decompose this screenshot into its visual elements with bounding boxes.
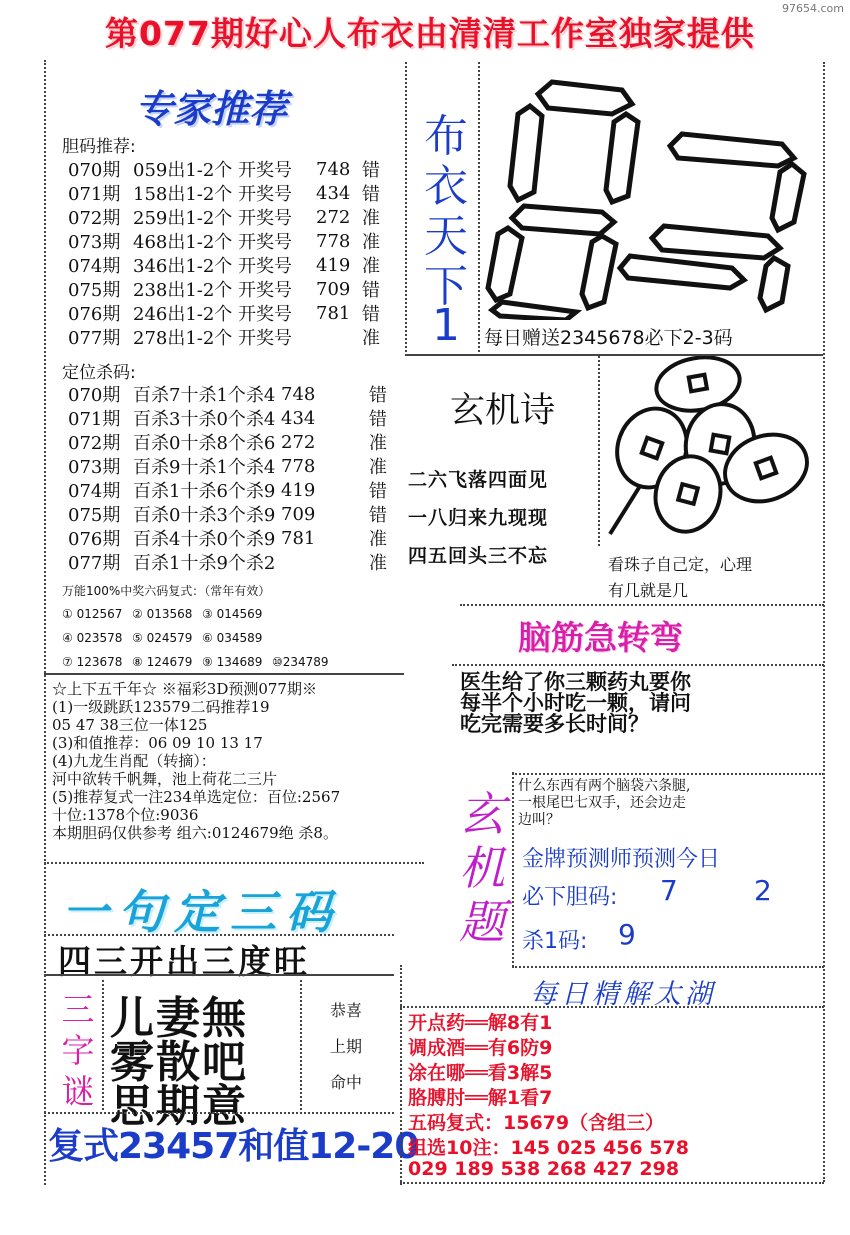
combo-row — [62, 650, 342, 674]
san-zi-mi-label: 三 字 谜 — [61, 990, 95, 1111]
three-char-riddle: 儿妻無 雾散吧 思期意 — [110, 993, 248, 1132]
period-cell: 070期 — [68, 385, 121, 406]
draw-label-cell: 开奖号 — [238, 280, 292, 301]
period-cell: 071期 — [68, 184, 121, 205]
kill-one-label: 杀1码: — [522, 929, 588, 954]
must-label: 必下胆码: — [522, 885, 618, 910]
number-cell: 419 — [281, 479, 316, 501]
divider-gold — [512, 966, 824, 968]
pick-cell: 百杀3十杀0个杀4 — [133, 409, 276, 430]
combo-label: 万能100%中奖六码复式：（常年有效） — [62, 584, 271, 598]
result-cell: 准 — [362, 256, 380, 277]
number-cell: 781 — [281, 527, 316, 549]
segment — [512, 206, 614, 234]
table-row — [68, 406, 387, 430]
table-row — [68, 478, 387, 502]
result-cell: 准 — [362, 208, 380, 229]
brain-question: 医生给了你三颗药丸要你 每半个小时吃一颗，请问 吃完需要多长时间？ — [460, 670, 691, 736]
draw-label-cell: 开奖号 — [238, 328, 292, 349]
number-cell: 419 — [316, 254, 351, 276]
period-cell: 070期 — [68, 160, 121, 181]
pick-cell: 259出1-2个 — [133, 208, 233, 229]
poem-lines: 二六飞落四面见 一八归来九现现 四五回头三不忘 — [408, 469, 549, 567]
period-cell: 077期 — [68, 328, 121, 349]
table-row — [68, 181, 380, 205]
result-cell: 错 — [362, 280, 380, 301]
coins-caption: 看珠子自己定，心理 有几就是几 — [608, 555, 753, 600]
draw-label-cell: 开奖号 — [238, 160, 292, 181]
must-num-1: 7 — [660, 874, 678, 907]
combo-item: ⑧ 124679 — [132, 655, 193, 669]
period-cell: 072期 — [68, 208, 121, 229]
divider-riddle-left — [102, 980, 104, 1110]
combo-item: ⑤ 024579 — [132, 631, 193, 645]
divider-fushi — [44, 1112, 394, 1114]
period-cell: 071期 — [68, 409, 121, 430]
forecast-line: (1)一级跳跃123579二码推荐19 — [52, 698, 270, 716]
table-row — [68, 526, 387, 550]
kill-table — [68, 382, 387, 574]
poem-heading: 玄机诗 — [450, 391, 556, 431]
coin-hole — [678, 484, 698, 504]
result-cell: 准 — [369, 553, 387, 574]
dan-label: 胆码推荐: — [62, 137, 136, 157]
period-cell: 072期 — [68, 433, 121, 454]
dan-table — [68, 157, 380, 349]
segment — [772, 164, 804, 230]
combo-item: ③ 014569 — [202, 607, 263, 621]
divider-riddle-right — [300, 980, 302, 1110]
buyi-divider — [478, 62, 480, 356]
coin-hole — [711, 435, 730, 454]
divider-phrase-bottom — [44, 974, 394, 976]
left-border — [44, 60, 46, 1185]
combo-item: ⑩234789 — [272, 655, 329, 669]
pick-cell: 468出1-2个 — [133, 232, 233, 253]
forecast-line: (5)推荐复式一注234单选定位：百位:2567 — [52, 788, 341, 806]
draw-label-cell: 开奖号 — [238, 208, 292, 229]
kill-label: 定位杀码: — [62, 363, 136, 383]
number-cell: 781 — [316, 302, 351, 324]
col-divider-bottom — [400, 965, 402, 1185]
result-cell: 准 — [362, 328, 380, 349]
divider-brain — [452, 664, 824, 666]
pick-cell: 百杀1十杀6个杀9 — [133, 481, 276, 502]
draw-label-cell: 开奖号 — [238, 304, 292, 325]
one-sentence-heading: 一句定三码 — [62, 885, 342, 939]
number-cell: 748 — [316, 158, 351, 180]
segment — [492, 302, 576, 320]
divider-forecast — [44, 862, 424, 864]
segment — [760, 258, 788, 310]
animal-riddle: 什么东西有两个脑袋六条腿, 一根尾巴七双手，还会边走 边叫？ — [518, 778, 691, 828]
taihu-heading: 每日精解太湖 — [530, 979, 716, 1010]
period-cell: 076期 — [68, 529, 121, 550]
table-row — [68, 454, 387, 478]
daily-gift: 每日赠送2345678必下2-3码 — [484, 327, 733, 349]
segment — [670, 134, 794, 166]
period-cell: 075期 — [68, 280, 121, 301]
col-divider-top — [405, 62, 407, 352]
period-cell: 075期 — [68, 505, 121, 526]
taihu-lines: 开点药══解8有1 调成酒══有6防9 涂在哪══看3解5 胳膊肘══解1看7 五码复式：15679（含组三） 组选10注：145 025 456 578 029 189 538 268 427 298 — [408, 1012, 689, 1180]
forecast-line: 本期胆码仅供参考 组六:0124679绝 杀8。 — [52, 824, 338, 842]
segment — [488, 228, 522, 300]
result-cell: 错 — [362, 304, 380, 325]
pick-cell: 百杀0十杀8个杀6 — [133, 433, 276, 454]
table-row — [68, 550, 387, 574]
segment — [582, 236, 616, 308]
right-border — [823, 62, 825, 1182]
table-row — [68, 382, 387, 406]
forecast-line: 05 47 38三位一体125 — [52, 716, 208, 734]
segment — [538, 82, 632, 114]
result-cell: 错 — [362, 160, 380, 181]
draw-label-cell: 开奖号 — [238, 256, 292, 277]
pick-cell: 059出1-2个 — [133, 160, 233, 181]
table-row — [68, 229, 380, 253]
pick-cell: 346出1-2个 — [133, 256, 233, 277]
result-cell: 准 — [369, 433, 387, 454]
forecast-block — [52, 680, 340, 842]
number-cell: 778 — [281, 455, 316, 477]
must-num-2: 2 — [754, 874, 772, 907]
pick-cell: 238出1-2个 — [133, 280, 233, 301]
combo-item: ① 012567 — [62, 607, 123, 621]
combo-item: ② 013568 — [132, 607, 193, 621]
number-cell: 709 — [281, 503, 316, 525]
divider-expert — [44, 673, 404, 675]
gold-forecast: 金牌预测师预测今日 — [522, 847, 721, 872]
segment — [606, 114, 638, 202]
draw-label-cell: 开奖号 — [238, 184, 292, 205]
number-cell: 272 — [316, 206, 351, 228]
coin-hole — [756, 458, 777, 479]
segment — [620, 256, 744, 288]
coins-graphic — [600, 356, 822, 546]
combo-list — [62, 602, 342, 674]
digits-83-graphic — [482, 62, 822, 320]
forecast-line: 河中欲转千帆舞，池上荷花二三片 — [52, 770, 278, 788]
pick-cell: 百杀9十杀1个杀4 — [133, 457, 276, 478]
period-cell: 077期 — [68, 553, 121, 574]
result-cell: 错 — [369, 409, 387, 430]
xuanji-ti-divider — [512, 772, 514, 967]
forecast-line: (3)和值推荐：06 09 10 13 17 — [52, 734, 263, 752]
divider-riddle-top — [512, 773, 824, 775]
number-cell: 778 — [316, 230, 351, 252]
pick-cell: 百杀1十杀9个杀2 — [133, 553, 276, 574]
draw-label-cell: 开奖号 — [238, 232, 292, 253]
kill-one-num: 9 — [618, 918, 636, 951]
forecast-line: 十位:1378个位:9036 — [52, 806, 199, 824]
result-cell: 准 — [362, 232, 380, 253]
page-title: 第077期好心人布衣由清清工作室独家提供 — [105, 14, 755, 53]
result-cell: 错 — [369, 385, 387, 406]
period-cell: 074期 — [68, 256, 121, 277]
segment — [652, 226, 780, 258]
divider-coins — [460, 604, 824, 606]
coin-hole — [642, 438, 663, 459]
period-cell: 073期 — [68, 457, 121, 478]
table-row — [68, 277, 380, 301]
result-cell: 准 — [369, 457, 387, 478]
congrats-block: 恭喜 上期 命中 — [329, 1001, 362, 1092]
segment — [510, 106, 542, 200]
combo-item: ④ 023578 — [62, 631, 123, 645]
one-sentence-phrase: 四三开出三度旺 — [58, 942, 310, 981]
combo-row — [62, 626, 342, 650]
number-cell: 748 — [281, 383, 316, 405]
table-row — [68, 205, 380, 229]
pick-cell: 158出1-2个 — [133, 184, 233, 205]
pick-cell: 百杀0十杀3个杀9 — [133, 505, 276, 526]
brain-heading: 脑筋急转弯 — [518, 618, 683, 657]
period-cell: 076期 — [68, 304, 121, 325]
period-cell: 073期 — [68, 232, 121, 253]
pick-cell: 百杀7十杀1个杀4 — [133, 385, 276, 406]
table-row — [68, 502, 387, 526]
table-row — [68, 157, 380, 181]
watermark: 97654.com — [782, 2, 844, 15]
period-cell: 074期 — [68, 481, 121, 502]
table-row — [68, 301, 380, 325]
number-cell: 434 — [281, 407, 316, 429]
pick-cell: 246出1-2个 — [133, 304, 233, 325]
combo-row — [62, 602, 342, 626]
combo-item: ⑦ 123678 — [62, 655, 123, 669]
combo-item: ⑥ 034589 — [202, 631, 263, 645]
table-row — [68, 430, 387, 454]
result-cell: 准 — [369, 529, 387, 550]
number-cell: 434 — [316, 182, 351, 204]
coin-hole — [689, 375, 707, 392]
number-cell: 709 — [316, 278, 351, 300]
pick-cell: 278出1-2个 — [133, 328, 233, 349]
number-cell: 272 — [281, 431, 316, 453]
result-cell: 错 — [369, 505, 387, 526]
forecast-line: (4)九龙生肖配（转摘）： — [52, 752, 216, 770]
forecast-line: ☆上下五千年☆ ※福彩3D预测077期※ — [52, 680, 317, 698]
pick-cell: 百杀4十杀0个杀9 — [133, 529, 276, 550]
table-row — [68, 253, 380, 277]
fushi-line: 复式23457和值12-20 — [48, 1126, 419, 1167]
xuanji-ti-vertical: 玄 机 题 — [459, 787, 505, 949]
expert-heading: 专家推荐 — [135, 87, 288, 131]
combo-item: ⑨ 134689 — [202, 655, 263, 669]
buyi-vertical: 布 衣 天 下 1 — [424, 111, 468, 351]
result-cell: 错 — [369, 481, 387, 502]
table-row — [68, 325, 380, 349]
result-cell: 错 — [362, 184, 380, 205]
